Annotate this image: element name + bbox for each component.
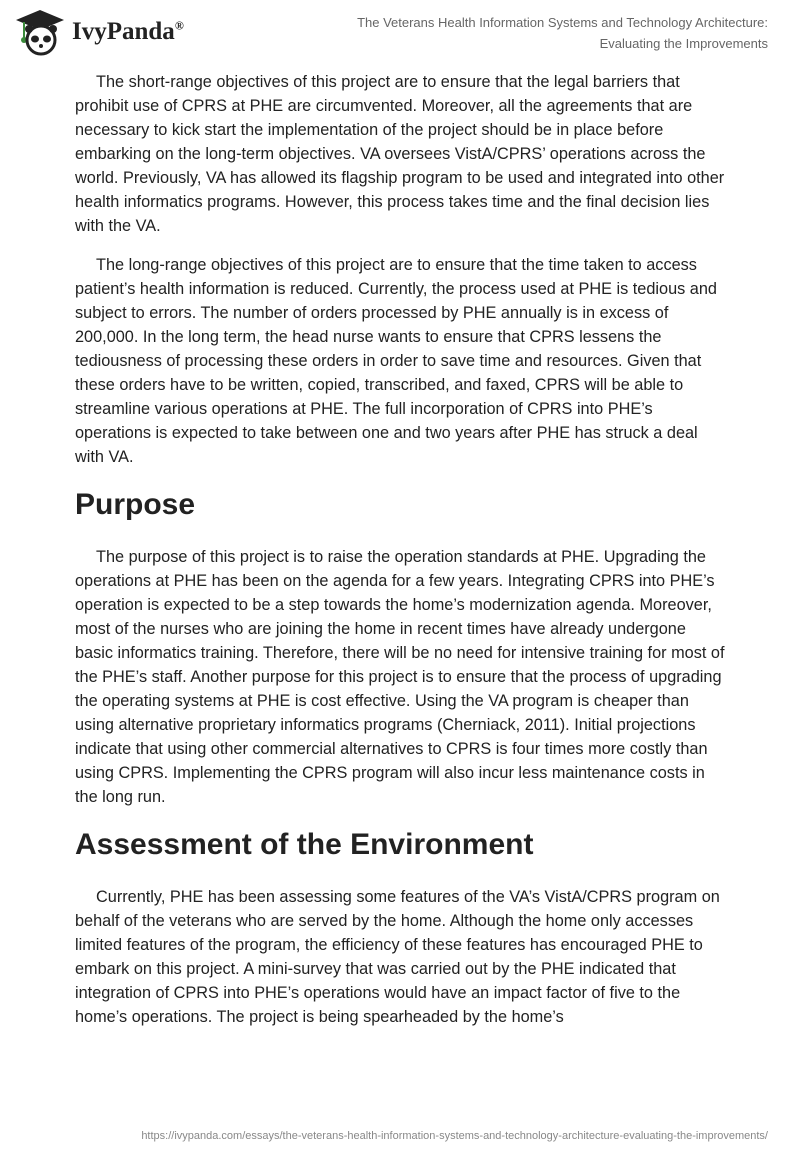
section-heading-purpose: Purpose [75, 488, 196, 521]
paragraph: The short-range objectives of this project are to ensure that the legal barriers that prohibit use of CPRS at PHE are circumvented. Moreover, all the agreements that are necessary to kick start the implementation of the project should be in place before embarking on the long-term objectives. VA oversees VistA/CPRS’ operations across the world. Previously, VA has allowed its flagship program to be used and integrated into other health informatics programs. However, this process takes time and the final decision lies with the VA. [75, 73, 725, 235]
section-heading-assessment: Assessment of the Environment [75, 828, 534, 861]
ivypanda-logo[interactable] [14, 8, 184, 56]
essay-content [75, 70, 727, 1044]
document-title: The Veterans Health Information Systems and Technology Architecture: Evaluating the Improvements [357, 15, 768, 51]
paragraph: The purpose of this project is to raise the operation standards at PHE. Upgrading the operations at PHE has been on the agenda for a few years. Integrating CPRS into PHE’s operation is expected to be a step towards the home’s modernization agenda. Moreover, most of the nurses who are joining the home in recent times have already undergone basic informatics training. Therefore, there will be no need for intensive training for most of the PHE’s staff. Another purpose for this project is to ensure that the process of upgrading the operating systems at PHE is cost effective. Using the VA program is cheaper than using alternative proprietary informatics programs (Cherniack, 2011). Initial projections indicate that using other commercial alternatives to CPRS is four times more costly than using CPRS. Implementing the CPRS program will also incur less maintenance costs in the long run. [75, 548, 725, 806]
paragraph: The long-range objectives of this project are to ensure that the time taken to access patient’s health information is reduced. Currently, the process used at PHE is tedious and subject to errors. The number of orders processed by PHE annually is in excess of 200,000. In the long term, the head nurse wants to ensure that CPRS lessens the tediousness of processing these orders in order to save time and resources. Given that these orders have to be written, copied, transcribed, and faxed, CPRS will be able to streamline various operations at PHE. The full incorporation of CPRS into PHE’s operations is expected to take between one and two years after PHE has struck a deal with VA. [75, 256, 717, 466]
logo-text: IvyPanda® [72, 18, 184, 45]
panda-graduate-icon [14, 8, 66, 56]
page-header [0, 0, 800, 60]
source-url[interactable]: https://ivypanda.com/essays/the-veterans-health-information-systems-and-technology-architecture-evaluating-the-improvements/ [141, 1130, 768, 1142]
paragraph: Currently, PHE has been assessing some features of the VA’s VistA/CPRS program on behalf of the veterans who are served by the home. Although the home only accesses limited features of the program, the efficiency of these features has encouraged PHE to embark on this project. A mini-survey that was carried out by the PHE indicated that integration of CPRS into PHE’s operations would have an impact factor of five to the home’s operations. The project is being spearheaded by the home’s [75, 888, 720, 1026]
